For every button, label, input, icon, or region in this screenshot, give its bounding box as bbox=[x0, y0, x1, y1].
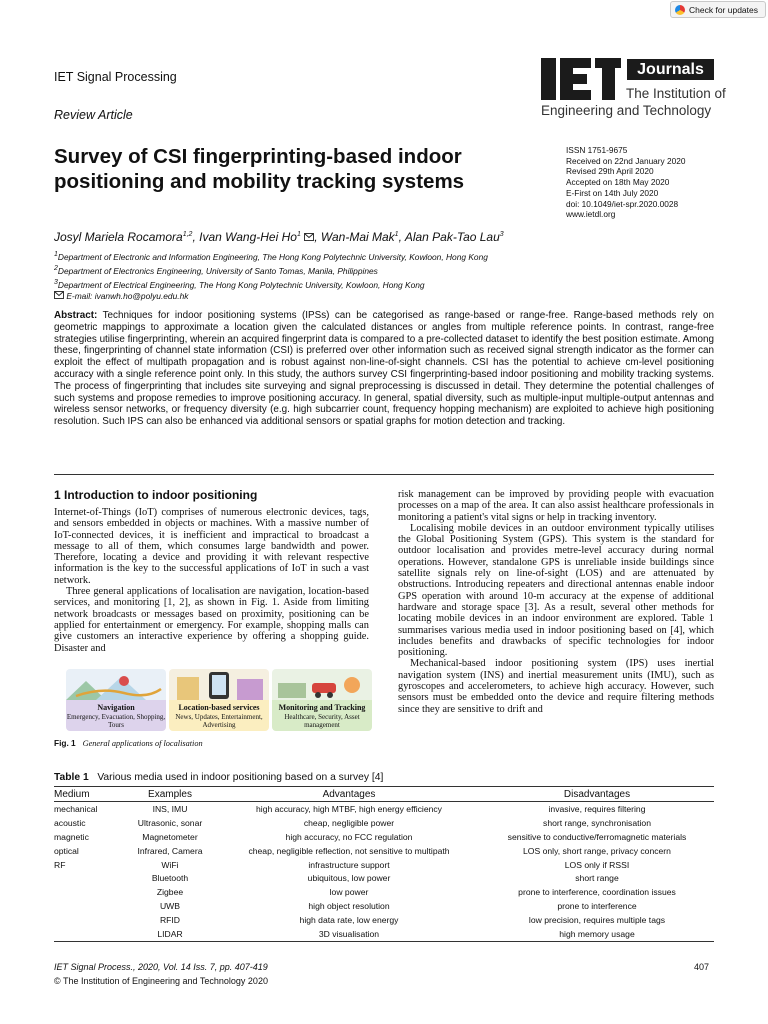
table-cell: UWB bbox=[159, 901, 181, 912]
table-cell: cheap, negligible reflection, not sensitive to multipath bbox=[248, 845, 450, 856]
revised-date: Revised 29th April 2020 bbox=[566, 166, 654, 177]
table-cell: invasive, requires filtering bbox=[548, 803, 646, 814]
table-row bbox=[54, 858, 714, 872]
table-cell: prone to interference bbox=[557, 901, 637, 912]
journal-name: IET Signal Processing bbox=[54, 70, 177, 84]
table-row bbox=[54, 871, 714, 885]
figure-1 bbox=[66, 669, 372, 731]
abstract-text: Techniques for indoor positioning systems (IPSs) can be categorised as range-based or range-free. Range-based methods rely on geometric mappings to approximate a location given the calculated distances or angles from multiple reference points. In contrast, range-free strategies utilise fingerprinting, wherein an acquired fingerprint data is compared to a pre-collected dataset to identify the best position estimate. Among these, fingerprinting of channel state information (CSI) is preferred over other information such as received signal strength indicator as the former can exploit the effect of multipath propagation and is robust against non-line-of-sight channels. CSI has the potential to achieve cm-level positioning accuracy with a single reference point only. In this study, the authors survey CSI fingerprinting-based indoor positioning and mobility tracking systems. The process of fingerprinting that includes site surveying and signal preprocessing is discussed in detail. They determine the potential challenges of such systems and propose remedies to improve positioning accuracy. In general, spatial diversity, such as multiple-input multiple-output antennas and wireless sensor networks, or frequency diversity (e.g. high subcarrier count, frequency hopping mechanism) are exploited to achieve high positioning resolution. Such IPS can also be enhanced via additional sensors or spatial graphs for motion detection and tracking. bbox=[54, 310, 714, 428]
author-name[interactable]: Wan-Mai Mak bbox=[320, 230, 395, 244]
table-cell: mechanical bbox=[54, 803, 98, 814]
check-for-updates-label: Check for updates bbox=[689, 4, 758, 15]
figure-panel-navigation bbox=[66, 669, 166, 731]
table-cell: WiFi bbox=[161, 859, 179, 870]
table-cell: high accuracy, no FCC regulation bbox=[285, 831, 413, 842]
table-cell: infrastructure support bbox=[308, 859, 390, 870]
figure-caption bbox=[54, 738, 203, 748]
table-row bbox=[54, 913, 714, 927]
table-cell: Zigbee bbox=[156, 887, 184, 898]
logo-journals: Journals bbox=[627, 59, 714, 80]
table-row bbox=[54, 802, 714, 816]
author-name[interactable]: Alan Pak-Tao Lau bbox=[404, 230, 500, 244]
affiliation: $^2$Department of Electronics Engineering, University of Santo Tomas, Manila, Philippines bbox=[54, 264, 378, 276]
column-header: Advantages bbox=[218, 787, 480, 802]
paragraph: Three general applications of localisation are navigation, location-based services, and monitoring [1, 2], as shown in Fig. 1. Aside from limiting network broadcasts or messages based on proximity, positioning can be applied for entertainment or emergency. For example, shopping malls can give customers an interactive experience by offering a shopping guide. Disaster and bbox=[54, 586, 369, 654]
figure-panel-subtitle: Healthcare, Security, Asset management bbox=[284, 713, 360, 729]
figure-panel-title: Navigation bbox=[97, 703, 135, 712]
paragraph: Mechanical-based indoor positioning system (IPS) uses inertial navigation system (INS) and inertial measurement units (IMU), such as gyroscopes and accelerometers, to achieve high accuracy. However, such sensors must be embedded onto the device and require filtering methods since they are sensitive to drift and bbox=[398, 658, 714, 715]
article-metadata bbox=[566, 145, 685, 220]
table-row bbox=[54, 899, 714, 913]
table-row bbox=[54, 844, 714, 858]
table-cell: high accuracy, high MTBF, high energy efficiency bbox=[256, 803, 442, 814]
table-cell: prone to interference, coordination issues bbox=[518, 887, 676, 898]
table-cell: low precision, requires multiple tags bbox=[528, 915, 666, 926]
paragraph: Localising mobile devices in an outdoor environment typically utilises the Global Positioning System (GPS). This system is the standard for outdoor localisation and provides metre-level accuracy during normal operations. However, standalone GPS is unreliable inside buildings since satellite signals rely on line-of-sight (LOS) and are attenuated by obstructions. Introducing repeaters and directional antennas enable indoor GPS operation with around 10-m accuracy at the expense of additional hardware and storage space [3]. As a result, several other methods for locating mobile devices in an indoor environment are explored. Table 1 summarises various media used in indoor positioning based on [4], which includes benefits and drawbacks of specific technologies for indoor positioning. bbox=[398, 522, 714, 659]
figure-panel-title: Monitoring and Tracking bbox=[278, 703, 366, 712]
accepted-date: Accepted on 18th May 2020 bbox=[566, 177, 670, 188]
figure-panel-subtitle: Emergency, Evacuation, Shopping, Tours bbox=[66, 713, 166, 729]
figure-panel-monitoring bbox=[272, 669, 372, 731]
logo-institution-line2: Engineering and Technology bbox=[541, 103, 712, 118]
table-cell: INS, IMU bbox=[152, 803, 188, 814]
affiliations bbox=[54, 249, 488, 302]
column-header: Examples bbox=[122, 787, 218, 802]
table-cell: 3D visualisation bbox=[218, 927, 480, 941]
figure-panel-subtitle: News, Updates, Entertainment, Advertising bbox=[175, 713, 263, 729]
article-type: Review Article bbox=[54, 108, 133, 122]
footer-copyright: © The Institution of Engineering and Technology 2020 bbox=[54, 976, 268, 986]
navigation-illustration-icon bbox=[66, 669, 166, 700]
table-cell bbox=[54, 871, 122, 885]
page-number: 407 bbox=[694, 962, 710, 972]
paragraph: risk management can be improved by providing people with evacuation processes on a map of the area. It can also assist healthcare professionals in monitoring a patient's vital signs or help in tracking inventory. bbox=[398, 489, 714, 523]
table-caption-text: Various media used in indoor positioning based on a survey [4] bbox=[97, 772, 384, 783]
issn: ISSN 1751-9675 bbox=[566, 145, 628, 155]
table-cell bbox=[54, 899, 122, 913]
figure-caption-text: General applications of localisation bbox=[82, 739, 203, 748]
table-cell: acoustic bbox=[54, 817, 86, 828]
table-cell: LOS only, short range, privacy concern bbox=[523, 845, 671, 856]
table-row bbox=[54, 927, 714, 941]
table-cell: LIDAR bbox=[122, 927, 218, 941]
table-cell: ubiquitous, low power bbox=[307, 873, 391, 884]
table-cell: RFID bbox=[159, 915, 181, 926]
table-caption-label: Table 1 bbox=[54, 772, 89, 783]
author-affil: 1 bbox=[296, 231, 301, 238]
figure-panel-title: Location-based services bbox=[178, 703, 260, 712]
corresponding-email bbox=[54, 290, 488, 302]
affiliation: $^1$Department of Electronic and Information Engineering, The Hong Kong Polytechnic University, Kowloon, Hong Kong bbox=[54, 251, 488, 262]
table-row bbox=[54, 816, 714, 830]
envelope-icon bbox=[304, 233, 314, 241]
abstract-divider bbox=[54, 474, 714, 475]
section-heading: 1 Introduction to indoor positioning bbox=[54, 488, 258, 502]
table-cell: Magnetometer bbox=[142, 831, 198, 842]
article-title: Survey of CSI fingerprinting-based indoor positioning and mobility tracking systems bbox=[54, 145, 465, 193]
table-cell: short range, synchronisation bbox=[543, 817, 651, 828]
table-cell bbox=[54, 913, 122, 927]
right-column bbox=[398, 489, 714, 715]
table-cell bbox=[54, 927, 122, 941]
author-name[interactable]: Josyl Mariela Rocamora bbox=[54, 230, 183, 244]
table-cell: magnetic bbox=[54, 831, 89, 842]
efirst-date: E-First on 14th July 2020 bbox=[566, 187, 659, 198]
check-for-updates-button[interactable] bbox=[670, 1, 766, 18]
monitoring-illustration-icon bbox=[272, 669, 372, 700]
author-affil: 1,2 bbox=[182, 231, 193, 238]
table-cell: Bluetooth bbox=[151, 873, 189, 884]
author-affil: 1 bbox=[394, 231, 399, 238]
table-cell: optical bbox=[54, 845, 79, 856]
table-caption bbox=[54, 772, 383, 783]
table-row bbox=[54, 830, 714, 844]
table-cell: cheap, negligible power bbox=[303, 817, 395, 828]
table-1 bbox=[54, 786, 714, 942]
figure-panel-services bbox=[169, 669, 269, 731]
column-header: Medium bbox=[54, 787, 122, 802]
abstract-label: Abstract: bbox=[54, 310, 98, 321]
author-affil: 3 bbox=[499, 231, 504, 238]
table-cell: Ultrasonic, sonar bbox=[137, 817, 203, 828]
table-cell: RF bbox=[54, 859, 66, 870]
email-link[interactable]: E-mail: ivanwh.ho@polyu.edu.hk bbox=[66, 291, 189, 302]
figure-caption-label: Fig. 1 bbox=[54, 738, 76, 748]
envelope-icon bbox=[54, 291, 64, 299]
table-row bbox=[54, 885, 714, 899]
update-icon bbox=[675, 5, 685, 15]
author-list: Josyl Mariela Rocamora$^{1,2}$, Ivan Wang-Hei Ho$^1$ , Wan-Mai Mak$^1$, Alan Pak-Tao Lau$^3$ bbox=[54, 230, 504, 244]
table-cell: high object resolution bbox=[308, 901, 390, 912]
table-cell: sensitive to conductive/ferromagnetic materials bbox=[507, 831, 687, 842]
affiliation: $^3$Department of Electrical Engineering, The Hong Kong Polytechnic University, Kowloon, Hong Kong bbox=[54, 278, 425, 290]
table-cell: high memory usage bbox=[480, 927, 714, 941]
website-link[interactable]: www.ietdl.org bbox=[566, 209, 616, 220]
column-header: Disadvantages bbox=[480, 787, 714, 802]
footer-citation: IET Signal Process., 2020, Vol. 14 Iss. 7, pp. 407-419 bbox=[54, 962, 268, 972]
logo-institution-line1: The Institution of bbox=[626, 86, 726, 101]
author-name[interactable]: Ivan Wang-Hei Ho bbox=[199, 230, 297, 244]
doi[interactable]: doi: 10.1049/iet-spr.2020.0028 bbox=[566, 198, 679, 209]
table-cell: low power bbox=[329, 887, 369, 898]
table-cell: short range bbox=[575, 873, 619, 884]
table-cell: high data rate, low energy bbox=[299, 915, 399, 926]
table-cell bbox=[54, 885, 122, 899]
left-column bbox=[54, 507, 369, 654]
table-cell: Infrared, Camera bbox=[137, 845, 203, 856]
location-services-illustration-icon bbox=[169, 669, 269, 700]
table-cell: LOS only if RSSI bbox=[564, 859, 630, 870]
paragraph: Internet-of-Things (IoT) comprises of numerous electronic devices, tags, and sensors embedded in objects or machines. With a massive number of IoT-connected devices, it is inefficient and impractical to broadcast a message to all of them, which consumes large bandwidth and power. Therefore, locating a device and providing it with relevant respective information is the key to the successful applications of IoT in such a vast network. bbox=[54, 507, 369, 586]
abstract bbox=[54, 310, 714, 428]
received-date: Received on 22nd January 2020 bbox=[566, 155, 686, 166]
table-header-row bbox=[54, 787, 714, 802]
